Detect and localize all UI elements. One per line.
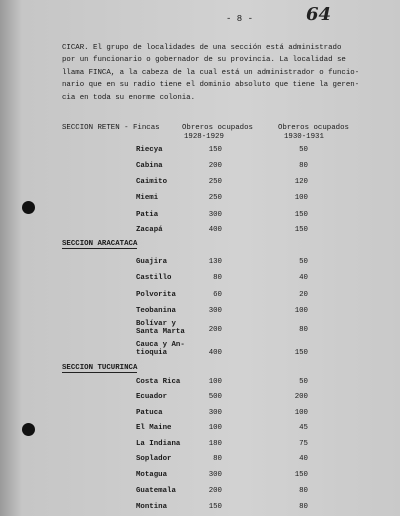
workers-1930: 40: [299, 274, 308, 282]
column-header-1930: [278, 124, 349, 142]
section-heading: SECCION TUCURINCA: [62, 364, 138, 372]
workers-1928: 60: [213, 291, 222, 299]
workers-1930: 150: [294, 226, 308, 234]
handwritten-page-stamp: 64: [306, 4, 332, 25]
workers-1930: 150: [294, 349, 308, 357]
workers-1930: 120: [294, 178, 308, 186]
finca-name: Ecuador: [136, 393, 168, 401]
workers-1930: 100: [294, 409, 308, 417]
table-row: [0, 503, 400, 513]
workers-1928: 80: [213, 274, 222, 282]
table-row: [0, 226, 400, 236]
table-row: [0, 258, 400, 268]
table-row: [0, 194, 400, 204]
finca-name: Zacapá: [136, 226, 163, 234]
workers-1930: 80: [299, 326, 308, 334]
workers-1928: 150: [208, 146, 222, 154]
workers-1928: 180: [208, 440, 222, 448]
workers-1930: 100: [294, 307, 308, 315]
page-number: - 8 -: [226, 14, 254, 24]
intro-line: por un funcionario o gobernador de su provincia. La localidad se: [62, 56, 346, 65]
finca-name: Guatemala: [136, 487, 176, 495]
finca-name: Cauca y An- tioquia: [136, 341, 185, 357]
workers-1928: 200: [208, 326, 222, 334]
intro-line: llama FINCA, a la cabeza de la cual está un administrador o funcio-: [62, 68, 360, 77]
finca-name: Motagua: [136, 471, 168, 479]
table-row: [0, 378, 400, 388]
finca-name: Patia: [136, 211, 159, 219]
workers-1928: 250: [208, 178, 222, 186]
intro-line: CICAR. El grupo de localidades de una sección está administrado: [62, 44, 342, 52]
finca-name: Castillo: [136, 274, 172, 282]
finca-name: Montina: [136, 503, 168, 511]
workers-1928: 80: [213, 455, 222, 463]
finca-name: Polvorita: [136, 291, 176, 299]
table-row: [0, 211, 400, 221]
table-row: [0, 424, 400, 434]
table-row: [0, 471, 400, 481]
table-row: [0, 455, 400, 465]
workers-1928: 300: [208, 471, 222, 479]
finca-name: Caimito: [136, 178, 168, 186]
workers-1928: 150: [208, 503, 222, 511]
table-row: [0, 320, 400, 340]
section-heading: SECCION ARACATACA: [62, 240, 138, 248]
finca-name: Soplador: [136, 455, 172, 463]
workers-1930: 50: [299, 258, 308, 266]
workers-1930: 50: [299, 378, 308, 386]
workers-1928: 200: [208, 487, 222, 495]
table-row: [0, 409, 400, 419]
workers-1930: 80: [299, 487, 308, 495]
workers-1930: 80: [299, 503, 308, 511]
finca-name: Bolívar y Santa Marta: [136, 320, 185, 336]
workers-1928: 250: [208, 194, 222, 202]
table-row: [0, 274, 400, 284]
workers-1928: 300: [208, 409, 222, 417]
workers-1928: 100: [208, 378, 222, 386]
workers-1928: 300: [208, 307, 222, 315]
finca-name: La Indiana: [136, 440, 181, 448]
column-header-years: 1930-1931: [284, 133, 324, 141]
column-header-1928: [182, 124, 253, 142]
workers-1928: 130: [208, 258, 222, 266]
finca-name: Teobanina: [136, 307, 176, 315]
workers-1930: 75: [299, 440, 308, 448]
column-header-years: 1928-1929: [184, 133, 224, 141]
table-row: [0, 307, 400, 317]
intro-paragraph: [62, 42, 362, 104]
table-row: [0, 487, 400, 497]
workers-1930: 200: [294, 393, 308, 401]
table-row: [0, 162, 400, 172]
workers-1928: 300: [208, 211, 222, 219]
workers-1930: 80: [299, 162, 308, 170]
column-header-text: Obreros ocupados: [278, 124, 349, 132]
workers-1930: 45: [299, 424, 308, 432]
finca-name: Patuca: [136, 409, 163, 417]
table-row: [0, 178, 400, 188]
intro-line: cia en toda su enorme colonia.: [62, 93, 196, 102]
table-row: [0, 146, 400, 156]
table-row: [0, 341, 400, 361]
table-row: [0, 291, 400, 301]
workers-1928: 400: [208, 226, 222, 234]
workers-1928: 500: [208, 393, 222, 401]
column-header-text: Obreros ocupados: [182, 124, 253, 132]
workers-1930: 40: [299, 455, 308, 463]
workers-1930: 100: [294, 194, 308, 202]
finca-name: El Maine: [136, 424, 172, 432]
workers-1928: 200: [208, 162, 222, 170]
finca-name: Cabina: [136, 162, 163, 170]
section-reten-header: SECCION RETEN - Fincas: [62, 124, 160, 132]
finca-name: Riecya: [136, 146, 163, 154]
table-row: [0, 440, 400, 450]
intro-line: nario que en su radio tiene el dominio absoluto que tiene la geren-: [62, 81, 360, 90]
workers-1930: 20: [299, 291, 308, 299]
workers-1930: 50: [299, 146, 308, 154]
workers-1930: 150: [294, 211, 308, 219]
workers-1928: 400: [208, 349, 222, 357]
finca-name: Costa Rica: [136, 378, 181, 386]
finca-name: Miemi: [136, 194, 159, 202]
finca-name: Guajira: [136, 258, 168, 266]
workers-1928: 100: [208, 424, 222, 432]
workers-1930: 150: [294, 471, 308, 479]
table-row: [0, 393, 400, 403]
